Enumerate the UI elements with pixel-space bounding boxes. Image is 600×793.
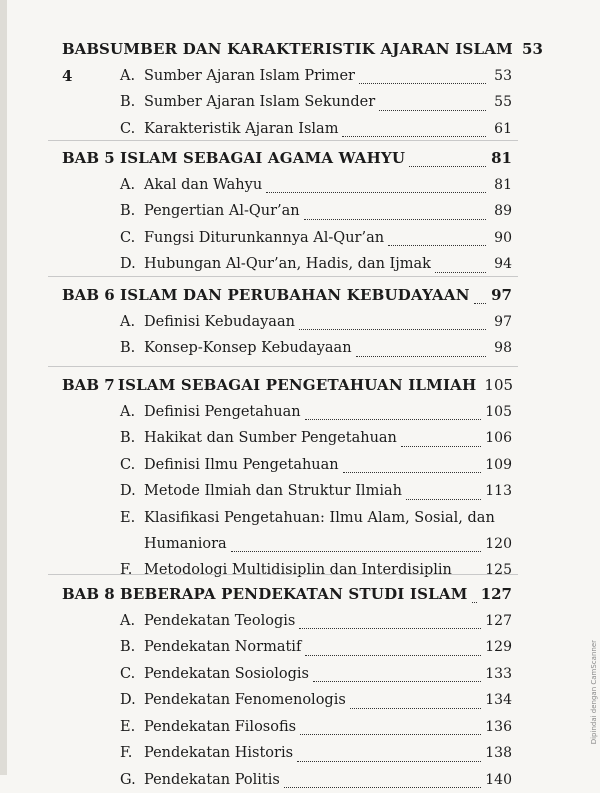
chapter-page: 81	[490, 145, 512, 172]
entry-letter: D.	[120, 478, 144, 505]
toc-entry[interactable]	[62, 399, 512, 426]
entry-page: 134	[485, 687, 512, 714]
entry-title: Pendekatan Filosofis	[144, 714, 296, 741]
chapter-label: BAB 5	[62, 145, 120, 172]
entry-letter: B.	[120, 425, 144, 452]
leader-dots	[379, 109, 486, 111]
entry-title: Klasifikasi Pengetahuan: Ilmu Alam, Sosial, dan	[144, 505, 495, 531]
entry-letter: B.	[120, 634, 144, 661]
entry-page: 105	[485, 399, 512, 426]
leader-dots	[359, 82, 486, 84]
entry-letter: C.	[120, 116, 144, 143]
chapter-label: BAB 4	[62, 36, 99, 89]
entry-page: 55	[490, 89, 512, 116]
entry-page: 81	[490, 172, 512, 199]
leader-dots	[388, 244, 486, 246]
leader-dots	[284, 786, 481, 788]
entry-title: Pendekatan Politis	[144, 767, 280, 793]
leader-dots	[409, 165, 486, 167]
leader-dots	[300, 733, 481, 735]
toc-entry[interactable]	[62, 89, 512, 116]
page-edge	[0, 0, 7, 775]
entry-letter: F.	[120, 740, 144, 767]
section-divider	[48, 574, 518, 575]
entry-letter: A.	[120, 309, 144, 336]
leader-dots	[406, 498, 481, 500]
chapter-heading[interactable]	[62, 282, 512, 309]
entry-letter: C.	[120, 452, 144, 479]
entry-letter: B.	[120, 89, 144, 116]
chapter-label: BAB 7	[62, 372, 118, 399]
chapter-title: ISLAM SEBAGAI AGAMA WAHYU	[120, 145, 405, 172]
entry-letter: B.	[120, 335, 144, 362]
entry-letter: D.	[120, 251, 144, 278]
toc-entry[interactable]	[62, 687, 512, 714]
toc-entry[interactable]	[62, 452, 512, 479]
leader-dots	[401, 445, 481, 447]
section-divider	[48, 140, 518, 141]
chapter-title: ISLAM DAN PERUBAHAN KEBUDAYAAN	[120, 282, 470, 309]
entry-title: Definisi Pengetahuan	[144, 399, 301, 426]
entry-letter: A.	[120, 399, 144, 426]
chapter-page: 127	[481, 581, 512, 608]
entry-page: 140	[485, 767, 512, 793]
toc-entry[interactable]	[62, 335, 512, 362]
chapter-label: BAB 6	[62, 282, 120, 309]
toc-entry[interactable]	[62, 225, 512, 252]
chapter-page: 105	[484, 372, 512, 399]
leader-dots	[456, 577, 481, 578]
chapter-label: BAB 8	[62, 581, 120, 608]
leader-dots	[299, 328, 486, 330]
entry-title: Sumber Ajaran Islam Sekunder	[144, 89, 375, 116]
toc-entry-wrapped[interactable]	[62, 505, 512, 531]
toc-entry[interactable]	[62, 608, 512, 635]
entry-title: Sumber Ajaran Islam Primer	[144, 63, 355, 90]
chapter-bab-6	[62, 282, 512, 362]
leader-dots	[305, 418, 482, 420]
chapter-heading[interactable]	[62, 372, 512, 399]
entry-title: Definisi Ilmu Pengetahuan	[144, 452, 339, 479]
entry-page: 53	[490, 63, 512, 90]
entry-letter: B.	[120, 198, 144, 225]
leader-dots	[266, 191, 486, 193]
entry-letter: F.	[120, 557, 144, 584]
toc-entry[interactable]	[62, 309, 512, 336]
entry-title: Pendekatan Fenomenologis	[144, 687, 346, 714]
leader-dots	[343, 471, 482, 473]
leader-dots	[297, 760, 481, 762]
toc-entry[interactable]	[62, 425, 512, 452]
entry-title: Fungsi Diturunkannya Al-Qur’an	[144, 225, 384, 252]
entry-page: 94	[490, 251, 512, 278]
toc-entry[interactable]	[62, 116, 512, 143]
entry-page: 113	[485, 478, 512, 505]
entry-title: Pendekatan Sosiologis	[144, 661, 309, 688]
entry-page: 133	[485, 661, 512, 688]
leader-dots	[474, 302, 486, 304]
entry-page: 106	[485, 425, 512, 452]
leader-dots	[304, 218, 486, 220]
chapter-page: 97	[490, 282, 512, 309]
leader-dots	[305, 654, 481, 656]
entry-letter: C.	[120, 225, 144, 252]
toc-entry[interactable]	[62, 740, 512, 767]
entry-letter: E.	[120, 714, 144, 741]
section-divider	[48, 276, 518, 277]
toc-entry[interactable]	[62, 251, 512, 278]
chapter-bab-7	[62, 372, 512, 583]
chapter-heading[interactable]	[62, 36, 512, 63]
entry-title: Akal dan Wahyu	[144, 172, 262, 199]
entry-title: Definisi Kebudayaan	[144, 309, 295, 336]
toc-entry[interactable]	[62, 198, 512, 225]
entry-title: Pendekatan Teologis	[144, 608, 295, 635]
entry-letter: A.	[120, 172, 144, 199]
entry-page: 98	[490, 335, 512, 362]
toc-entry[interactable]	[62, 661, 512, 688]
leader-dots	[356, 355, 486, 357]
toc-entry[interactable]	[62, 63, 512, 90]
chapter-title: SUMBER DAN KARAKTERISTIK AJARAN ISLAM	[99, 36, 513, 63]
entry-title: Pengertian Al-Qur’an	[144, 198, 300, 225]
entry-letter: A.	[120, 608, 144, 635]
entry-title: Hubungan Al-Qur’an, Hadis, dan Ijmak	[144, 251, 431, 278]
leader-dots	[342, 135, 486, 137]
entry-page: 61	[490, 116, 512, 143]
leader-dots	[472, 601, 477, 603]
chapter-heading[interactable]	[62, 145, 512, 172]
entry-letter: G.	[120, 767, 144, 793]
chapter-title: ISLAM SEBAGAI PENGETAHUAN ILMIAH	[118, 372, 477, 399]
leader-dots	[350, 707, 481, 709]
leader-dots	[299, 627, 481, 629]
chapter-bab-4	[62, 36, 512, 142]
entry-page: 109	[485, 452, 512, 479]
entry-page: 97	[490, 309, 512, 336]
toc-entry[interactable]	[62, 172, 512, 199]
entry-page: 89	[490, 198, 512, 225]
entry-letter: D.	[120, 687, 144, 714]
entry-title: Konsep-Konsep Kebudayaan	[144, 335, 352, 362]
leader-dots	[313, 680, 481, 682]
entry-title: Hakikat dan Sumber Pengetahuan	[144, 425, 397, 452]
entry-title-continuation: Humaniora	[144, 531, 227, 557]
entry-title: Metode Ilmiah dan Struktur Ilmiah	[144, 478, 402, 505]
section-divider	[48, 366, 518, 367]
scanner-watermark: Dipindai dengan CamScanner	[590, 640, 598, 744]
chapter-title: BEBERAPA PENDEKATAN STUDI ISLAM	[120, 581, 468, 608]
entry-page: 125	[485, 557, 512, 584]
entry-title: Metodologi Multidisiplin dan Interdisiplin	[144, 557, 452, 584]
toc-entry[interactable]	[62, 478, 512, 505]
leader-dots	[231, 550, 482, 552]
leader-dots	[435, 271, 486, 273]
entry-title: Karakteristik Ajaran Islam	[144, 116, 338, 143]
chapter-page: 53	[521, 36, 543, 63]
chapter-bab-5	[62, 145, 512, 278]
toc-entry[interactable]	[62, 767, 512, 793]
toc-entry[interactable]	[62, 557, 512, 584]
chapter-heading[interactable]	[62, 581, 512, 608]
entry-title: Pendekatan Normatif	[144, 634, 301, 661]
entry-letter: C.	[120, 661, 144, 688]
entry-title: Pendekatan Historis	[144, 740, 293, 767]
entry-page: 127	[485, 608, 512, 635]
entry-page: 136	[485, 714, 512, 741]
toc-entry-continuation[interactable]	[62, 531, 512, 557]
entry-page: 90	[490, 225, 512, 252]
toc-entry[interactable]	[62, 714, 512, 741]
entry-letter: E.	[120, 505, 144, 531]
entry-page: 138	[485, 740, 512, 767]
toc-entry[interactable]	[62, 634, 512, 661]
chapter-bab-8	[62, 581, 512, 793]
entry-page: 120	[485, 531, 512, 557]
entry-letter: A.	[120, 63, 144, 90]
entry-page: 129	[485, 634, 512, 661]
